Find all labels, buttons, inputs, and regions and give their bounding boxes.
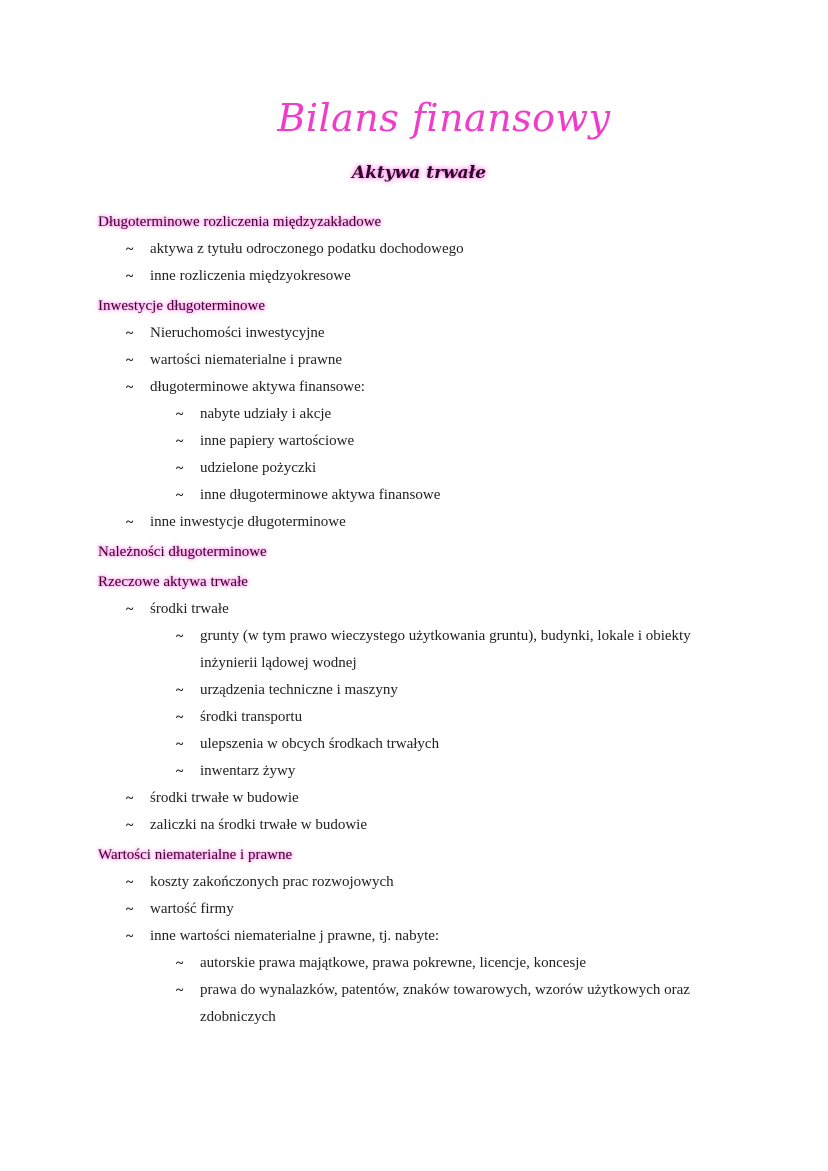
tilde-bullet-icon: ~ — [176, 983, 184, 998]
tilde-bullet-icon: ~ — [176, 434, 184, 449]
section-heading: Rzeczowe aktywa trwałe — [98, 574, 248, 590]
list-item-text: zaliczki na środki trwałe w budowie — [150, 817, 368, 833]
list-item-text: prawa do wynalazków, patentów, znaków towarowych, wzorów użytkowych oraz zdobniczych — [200, 982, 690, 1025]
list-item — [98, 320, 738, 347]
tilde-bullet-icon: ~ — [126, 791, 134, 806]
tilde-bullet-icon: ~ — [126, 353, 134, 368]
list-item — [98, 758, 738, 785]
list-item-text: aktywa z tytułu odroczonego podatku dochodowego — [150, 241, 464, 257]
section-heading: Inwestycje długoterminowe — [98, 298, 266, 314]
list-item-text: urządzenia techniczne i maszyny — [200, 682, 398, 698]
list-item — [98, 428, 738, 455]
tilde-bullet-icon: ~ — [176, 461, 184, 476]
list-item — [98, 977, 738, 1031]
list-item — [98, 263, 738, 290]
tilde-bullet-icon: ~ — [176, 956, 184, 971]
section-heading: Należności długoterminowe — [98, 544, 267, 560]
list-item — [98, 455, 738, 482]
tilde-bullet-icon: ~ — [176, 710, 184, 725]
tilde-bullet-icon: ~ — [126, 902, 134, 917]
list-item-text: inne długoterminowe aktywa finansowe — [200, 487, 441, 503]
tilde-bullet-icon: ~ — [126, 380, 134, 395]
list-item — [98, 704, 738, 731]
tilde-bullet-icon: ~ — [126, 326, 134, 341]
list-item-text: wartości niematerialne i prawne — [150, 352, 342, 368]
list-item — [98, 869, 738, 896]
list-item — [98, 923, 738, 950]
list-item — [98, 401, 738, 428]
list-item-text: autorskie prawa majątkowe, prawa pokrewne, licencje, koncesje — [200, 955, 587, 971]
list-item-text: inne inwestycje długoterminowe — [150, 514, 346, 530]
tilde-bullet-icon: ~ — [176, 629, 184, 644]
list-item — [98, 896, 738, 923]
list-item — [98, 785, 738, 812]
tilde-bullet-icon: ~ — [126, 515, 134, 530]
section-heading: Długoterminowe rozliczenia międzyzakładowe — [98, 214, 382, 230]
tilde-bullet-icon: ~ — [126, 929, 134, 944]
list-item-text: inwentarz żywy — [200, 763, 296, 779]
list-item-text: długoterminowe aktywa finansowe: — [150, 379, 365, 395]
document-title: Bilans finansowy — [277, 96, 611, 140]
list-item — [98, 731, 738, 758]
tilde-bullet-icon: ~ — [176, 407, 184, 422]
tilde-bullet-icon: ~ — [126, 818, 134, 833]
list-item — [98, 596, 738, 623]
document-body — [98, 206, 738, 1031]
list-item-text: nabyte udziały i akcje — [200, 406, 332, 422]
list-item — [98, 677, 738, 704]
tilde-bullet-icon: ~ — [126, 602, 134, 617]
list-item-text: grunty (w tym prawo wieczystego użytkowania gruntu), budynki, lokale i obiekty inżynierii lądowej wodnej — [200, 628, 691, 671]
tilde-bullet-icon: ~ — [126, 242, 134, 257]
tilde-bullet-icon: ~ — [176, 737, 184, 752]
list-item-text: inne wartości niematerialne j prawne, tj. nabyte: — [150, 928, 440, 944]
list-item-text: inne papiery wartościowe — [200, 433, 355, 449]
tilde-bullet-icon: ~ — [176, 683, 184, 698]
list-item-text: środki trwałe — [150, 601, 229, 617]
list-item-text: środki trwałe w budowie — [150, 790, 299, 806]
list-item — [98, 623, 738, 677]
list-item-text: inne rozliczenia międzyokresowe — [150, 268, 351, 284]
list-item — [98, 812, 738, 839]
list-item-text: ulepszenia w obcych środkach trwałych — [200, 736, 440, 752]
section-heading: Wartości niematerialne i prawne — [98, 847, 293, 863]
list-item — [98, 482, 738, 509]
list-item-text: koszty zakończonych prac rozwojowych — [150, 874, 394, 890]
list-item — [98, 347, 738, 374]
list-item-text: środki transportu — [200, 709, 303, 725]
list-item — [98, 950, 738, 977]
tilde-bullet-icon: ~ — [176, 488, 184, 503]
list-item-text: wartość firmy — [150, 901, 234, 917]
section-subtitle: Aktywa trwałe — [351, 163, 487, 183]
tilde-bullet-icon: ~ — [126, 269, 134, 284]
list-item-text: Nieruchomości inwestycyjne — [150, 325, 325, 341]
tilde-bullet-icon: ~ — [126, 875, 134, 890]
tilde-bullet-icon: ~ — [176, 764, 184, 779]
list-item — [98, 236, 738, 263]
list-item — [98, 374, 738, 401]
list-item-text: udzielone pożyczki — [200, 460, 317, 476]
list-item — [98, 509, 738, 536]
